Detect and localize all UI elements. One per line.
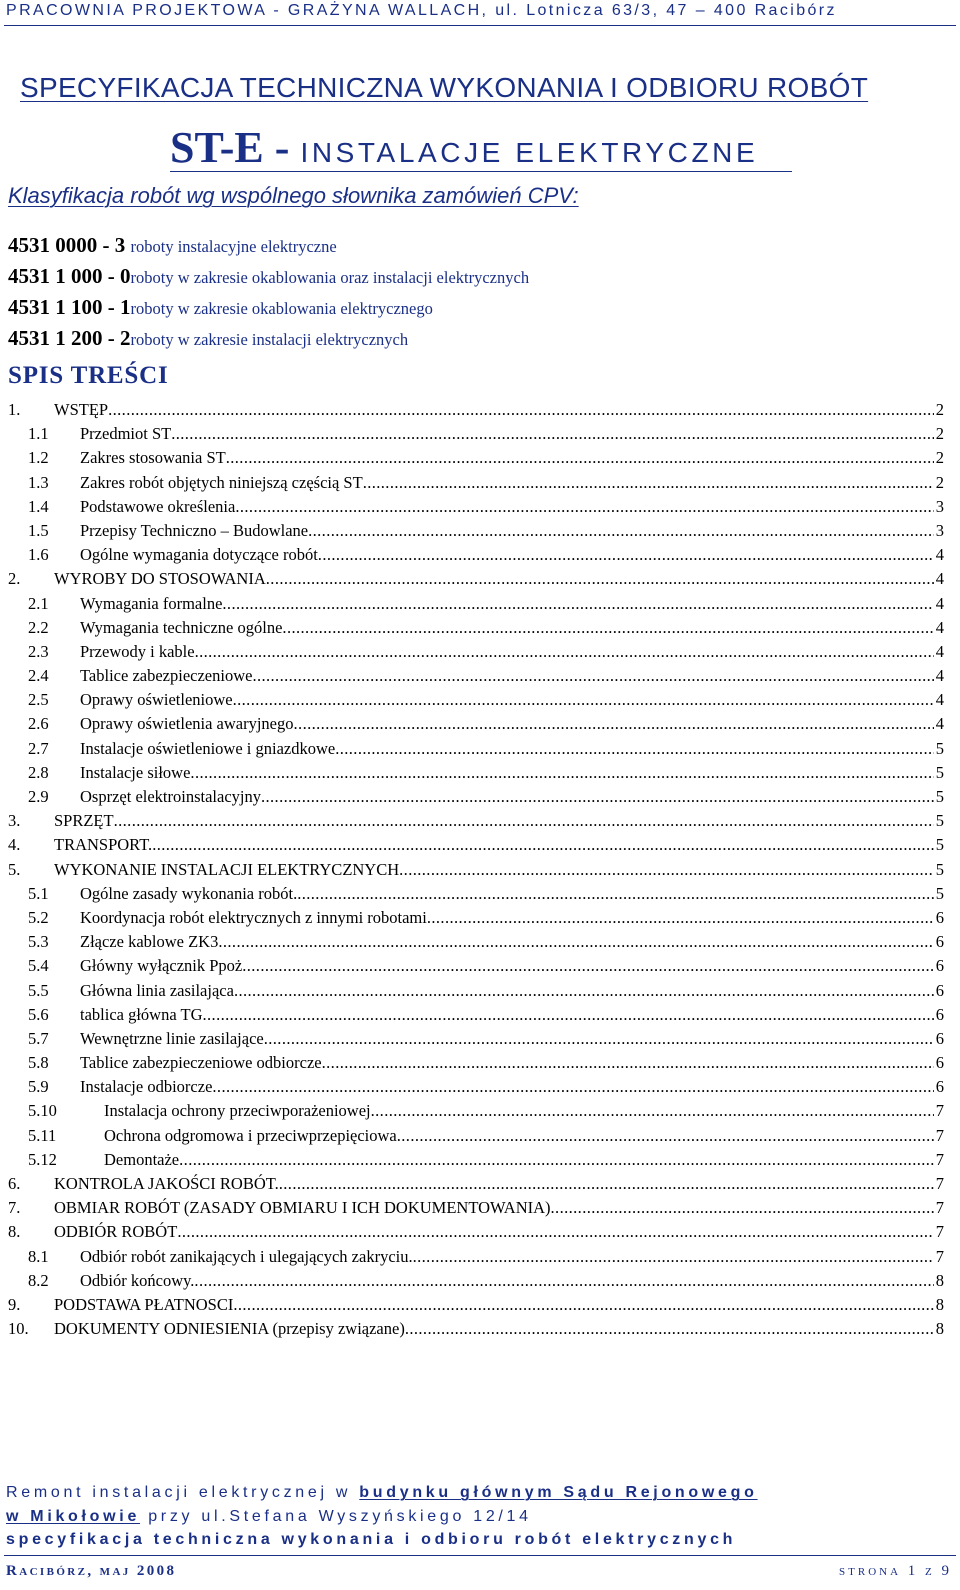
toc-entry-number: 5.6 bbox=[28, 1004, 49, 1024]
toc-entry-page: 2 bbox=[935, 400, 944, 419]
toc-dot-leader bbox=[114, 809, 934, 833]
toc-entry-label: Instalacje siłowe bbox=[80, 762, 191, 782]
toc-entry-number: 1.1 bbox=[28, 424, 49, 444]
toc-entry[interactable] bbox=[8, 1245, 944, 1269]
toc-entry-line bbox=[80, 640, 944, 664]
toc-entry-number: 8.1 bbox=[28, 1246, 49, 1266]
toc-entry-label: Ogólne wymagania dotyczące robót bbox=[80, 545, 318, 565]
toc-entry-line bbox=[80, 519, 944, 543]
toc-entry-number: 3. bbox=[8, 811, 21, 831]
toc-entry-number: 5. bbox=[8, 859, 21, 879]
toc-entry-line bbox=[80, 664, 944, 688]
toc-entry-label: ODBIÓR ROBÓT bbox=[54, 1222, 178, 1242]
toc-entry-line bbox=[80, 906, 944, 930]
toc-entry-label: WYKONANIE INSTALACJI ELEKTRYCZNYCH bbox=[54, 859, 400, 879]
toc-entry[interactable] bbox=[8, 1293, 944, 1317]
toc-dot-leader bbox=[222, 592, 933, 616]
header-divider bbox=[4, 25, 956, 26]
toc-entry-page: 3 bbox=[935, 520, 944, 540]
toc-dot-leader bbox=[171, 422, 934, 446]
toc-entry-label: Instalacja ochrony przeciwporażeniowej bbox=[104, 1101, 371, 1121]
toc-dot-leader bbox=[242, 954, 934, 978]
toc-entry-label: Demontaże bbox=[104, 1149, 180, 1169]
toc-entry[interactable] bbox=[8, 1269, 944, 1293]
toc-entry-number: 1.4 bbox=[28, 496, 49, 516]
toc-entry[interactable] bbox=[8, 882, 944, 906]
toc-entry-line bbox=[80, 712, 944, 736]
toc-entry-number: 5.9 bbox=[28, 1077, 49, 1097]
toc-entry-line bbox=[80, 737, 944, 761]
toc-entry-label: DOKUMENTY ODNIESIENIA (przepisy związane) bbox=[54, 1319, 405, 1339]
toc-entry-number: 5.10 bbox=[28, 1101, 57, 1121]
toc-entry-number: 2.9 bbox=[28, 787, 49, 806]
toc-dot-leader bbox=[179, 1148, 934, 1172]
toc-entry-number: 5.8 bbox=[28, 1053, 49, 1073]
toc-dot-leader bbox=[282, 616, 933, 640]
toc-entry-line bbox=[54, 1293, 944, 1317]
toc-entry-page: 6 bbox=[935, 1053, 944, 1073]
toc-entry-line bbox=[80, 543, 944, 567]
toc-entry-label: KONTROLA JAKOŚCI ROBÓT. bbox=[54, 1174, 279, 1193]
toc-entry-label: TRANSPORT. bbox=[54, 835, 153, 855]
toc-entry-label: Przepisy Techniczno – Budowlane bbox=[80, 520, 309, 540]
toc-entry-page: 7 bbox=[935, 1101, 944, 1121]
toc-dot-leader bbox=[252, 664, 933, 688]
toc-entry-page: 5 bbox=[935, 835, 944, 855]
toc-entry-line bbox=[80, 954, 944, 978]
toc-entry-number: 5.1 bbox=[28, 883, 49, 903]
toc-entry-page: 7 bbox=[935, 1125, 944, 1145]
cpv-heading: Klasyfikacja robót wg wspólnego słownika zamówień CPV: bbox=[8, 183, 579, 208]
toc-entry-number: 7. bbox=[8, 1198, 21, 1218]
toc-dot-leader bbox=[190, 761, 933, 785]
toc-entry[interactable] bbox=[8, 712, 944, 736]
toc-entry-line bbox=[54, 1196, 944, 1220]
toc-entry-line bbox=[104, 1099, 944, 1123]
toc-entry-page: 5 bbox=[935, 883, 944, 903]
toc-entry-line bbox=[80, 495, 944, 519]
toc-entry[interactable] bbox=[8, 471, 944, 495]
toc-entry-page: 4 bbox=[935, 641, 944, 661]
toc-entry-label: Osprzęt elektroinstalacyjny bbox=[80, 787, 261, 806]
toc-entry-page: 6 bbox=[935, 956, 944, 976]
toc-entry-number: 9. bbox=[8, 1294, 21, 1314]
toc-entry-line bbox=[80, 1269, 944, 1293]
toc-dot-leader bbox=[318, 543, 934, 567]
toc-entry-number: 2.2 bbox=[28, 617, 49, 637]
toc-entry-label: PODSTAWA PŁATNOSCI bbox=[54, 1294, 234, 1314]
footer-line-2 bbox=[6, 1508, 954, 1526]
toc-dot-leader bbox=[235, 495, 933, 519]
toc-entry-number: 5.7 bbox=[28, 1028, 49, 1048]
cpv-code: 4531 1 000 - 0 bbox=[8, 264, 131, 288]
toc-entry-label: Wymagania techniczne ogólne bbox=[80, 617, 283, 637]
toc-entry[interactable] bbox=[8, 664, 944, 688]
toc-entry-page: 2 bbox=[935, 424, 944, 444]
toc-entry[interactable] bbox=[8, 543, 944, 567]
toc-entry-line bbox=[54, 1317, 944, 1341]
toc-entry-line bbox=[80, 761, 944, 785]
toc-entry-line bbox=[80, 471, 944, 495]
toc-entry[interactable] bbox=[8, 1075, 944, 1099]
cpv-list bbox=[8, 230, 938, 354]
section-title bbox=[170, 122, 758, 173]
cpv-description: roboty w zakresie instalacji elektrycznych bbox=[130, 330, 409, 349]
toc-entry-page: 6 bbox=[935, 1077, 944, 1097]
toc-entry-line bbox=[80, 1051, 944, 1075]
toc-entry-page: 6 bbox=[935, 980, 944, 1000]
toc-entry-line bbox=[80, 446, 944, 470]
toc-entry-number: 5.2 bbox=[28, 907, 49, 927]
toc-entry-page: 2 bbox=[935, 448, 944, 468]
toc-entry[interactable] bbox=[8, 1196, 944, 1220]
toc-entry-label: Główna linia zasilająca bbox=[80, 980, 234, 1000]
toc-entry-line bbox=[80, 1075, 944, 1099]
toc-entry-page: 5 bbox=[935, 762, 944, 782]
toc-entry-number: 1.2 bbox=[28, 448, 49, 468]
toc-entry-line bbox=[54, 567, 944, 591]
toc-entry-page: 3 bbox=[935, 496, 944, 516]
toc-entry[interactable] bbox=[8, 833, 944, 857]
toc-entry-label: Instalacje odbiorcze bbox=[80, 1077, 213, 1097]
toc-dot-leader bbox=[266, 567, 934, 591]
toc-entry-label: Wymagania formalne bbox=[80, 593, 223, 613]
toc-dot-leader bbox=[308, 519, 934, 543]
toc-entry[interactable] bbox=[8, 616, 944, 640]
toc-entry-label: Tablice zabezpieczeniowe bbox=[80, 666, 253, 686]
toc-entry-line bbox=[80, 785, 944, 809]
toc-entry[interactable] bbox=[8, 688, 944, 712]
toc-dot-leader bbox=[371, 1099, 934, 1123]
toc-entry-line bbox=[54, 398, 944, 422]
footer-divider bbox=[4, 1555, 956, 1556]
toc-entry[interactable] bbox=[8, 979, 944, 1003]
toc-entry-number: 2.7 bbox=[28, 738, 49, 758]
toc-dot-leader bbox=[335, 737, 934, 761]
toc-entry-label: Instalacje oświetleniowe i gniazdkowe bbox=[80, 738, 336, 758]
toc-entry-line bbox=[80, 930, 944, 954]
toc-entry-number: 5.12 bbox=[28, 1149, 57, 1169]
toc-entry-label: Odbiór robót zanikających i ulegających zakryciu. bbox=[80, 1246, 413, 1266]
cpv-item bbox=[8, 261, 938, 292]
toc-entry-page: 4 bbox=[935, 545, 944, 565]
toc-entry-number: 1.6 bbox=[28, 545, 49, 565]
toc-entry-line bbox=[104, 1124, 944, 1148]
toc-entry-page: 8 bbox=[935, 1270, 944, 1290]
toc-entry-label: Odbiór końcowy. bbox=[80, 1270, 195, 1290]
toc-entry-line bbox=[80, 616, 944, 640]
toc-entry-page: 4 bbox=[935, 569, 944, 589]
toc-dot-leader bbox=[427, 906, 934, 930]
toc-entry[interactable] bbox=[8, 495, 944, 519]
toc-entry-number: 2.8 bbox=[28, 762, 49, 782]
toc-dot-leader bbox=[233, 688, 934, 712]
toc-entry[interactable] bbox=[8, 1220, 944, 1244]
toc-dot-leader bbox=[413, 1245, 934, 1269]
toc-entry-number: 1. bbox=[8, 400, 21, 419]
toc-entry-line bbox=[80, 1245, 944, 1269]
toc-dot-leader bbox=[297, 882, 934, 906]
toc-entry[interactable] bbox=[8, 930, 944, 954]
toc-entry-label: Złącze kablowe ZK3 bbox=[80, 932, 219, 952]
toc-dot-leader bbox=[203, 1003, 934, 1027]
footer-line-1 bbox=[6, 1484, 954, 1502]
toc-entry-page: 4 bbox=[935, 593, 944, 613]
toc-entry-line bbox=[54, 1220, 944, 1244]
toc-entry-line bbox=[80, 592, 944, 616]
toc-entry-label: tablica główna TG bbox=[80, 1004, 203, 1024]
toc-entry-label: Ochrona odgromowa i przeciwprzepięciowa bbox=[104, 1125, 397, 1145]
toc-entry[interactable] bbox=[8, 1172, 944, 1196]
toc-entry[interactable] bbox=[8, 422, 944, 446]
toc-entry[interactable] bbox=[8, 640, 944, 664]
toc-entry-label: Wewnętrzne linie zasilające bbox=[80, 1028, 264, 1048]
footer-page-number: strona 1 z 9 bbox=[839, 1563, 952, 1579]
cpv-description: roboty instalacyjne elektryczne bbox=[130, 237, 337, 256]
toc-entry[interactable] bbox=[8, 906, 944, 930]
toc-entry-label: Zakres stosowania ST bbox=[80, 448, 226, 468]
toc-dot-leader bbox=[405, 1317, 934, 1341]
toc-entry-number: 1.3 bbox=[28, 472, 49, 492]
toc-entry-number: 2.5 bbox=[28, 690, 49, 710]
toc-entry[interactable] bbox=[8, 592, 944, 616]
toc-entry-page: 8 bbox=[935, 1319, 944, 1339]
toc-entry-line bbox=[80, 882, 944, 906]
footer-project-text: Remont instalacji elektrycznej w bbox=[6, 1484, 360, 1501]
toc-entry-page: 4 bbox=[935, 617, 944, 637]
toc-entry-label: Podstawowe określenia bbox=[80, 496, 236, 516]
toc-entry-number: 1.5 bbox=[28, 520, 49, 540]
toc-entry[interactable] bbox=[8, 737, 944, 761]
toc-entry-number: 5.5 bbox=[28, 980, 49, 1000]
toc-entry-label: WYROBY DO STOSOWANIA bbox=[54, 569, 266, 589]
footer-location-text: w Mikołowie bbox=[6, 1508, 141, 1525]
toc-entry-page: 7 bbox=[935, 1174, 944, 1193]
specification-title: SPECYFIKACJA TECHNICZNA WYKONANIA I ODBIORU ROBÓT bbox=[20, 72, 869, 103]
toc-entry-number: 8. bbox=[8, 1222, 21, 1242]
toc-dot-leader bbox=[212, 1075, 933, 1099]
section-code: ST-E - bbox=[170, 123, 301, 172]
cpv-item bbox=[8, 292, 938, 323]
toc-dot-leader bbox=[233, 1293, 933, 1317]
toc-entry-number: 5.4 bbox=[28, 956, 49, 976]
toc-dot-leader bbox=[195, 640, 934, 664]
toc-dot-leader bbox=[294, 712, 934, 736]
page-header: PRACOWNIA PROJEKTOWA - GRAŻYNA WALLACH, ul. Lotnicza 63/3, 47 – 400 Racibórz bbox=[6, 2, 837, 19]
cpv-code: 4531 1 100 - 1 bbox=[8, 295, 131, 319]
toc-entry-page: 4 bbox=[935, 666, 944, 686]
toc-entry-line bbox=[54, 1172, 944, 1196]
toc-entry-line bbox=[80, 422, 944, 446]
toc-entry[interactable] bbox=[8, 809, 944, 833]
toc-entry-number: 2. bbox=[8, 569, 21, 589]
toc-entry-line bbox=[80, 1027, 944, 1051]
toc-dot-leader bbox=[234, 979, 934, 1003]
toc-dot-leader bbox=[279, 1172, 934, 1196]
toc-entry-number: 2.1 bbox=[28, 593, 49, 613]
footer-city-date: Racibórz, maj 2008 bbox=[6, 1563, 177, 1579]
toc-entry-page: 5 bbox=[935, 811, 944, 831]
toc-entry-page: 4 bbox=[935, 714, 944, 734]
toc-heading: SPIS TREŚCI bbox=[8, 362, 169, 389]
toc-entry[interactable] bbox=[8, 1003, 944, 1027]
toc-entry-page: 6 bbox=[935, 932, 944, 952]
toc-entry-page: 5 bbox=[935, 787, 944, 806]
toc-entry[interactable] bbox=[8, 761, 944, 785]
toc-entry-number: 10. bbox=[8, 1319, 29, 1339]
toc-entry-label: Przewody i kable bbox=[80, 641, 195, 661]
toc-entry-page: 6 bbox=[935, 1004, 944, 1024]
toc-entry-line bbox=[54, 833, 944, 857]
table-of-contents bbox=[8, 398, 944, 1341]
toc-entry-label: Ogólne zasady wykonania robót. bbox=[80, 883, 298, 903]
toc-entry[interactable] bbox=[8, 567, 944, 591]
toc-entry-page: 4 bbox=[935, 690, 944, 710]
toc-entry-page: 7 bbox=[935, 1246, 944, 1266]
toc-dot-leader bbox=[152, 833, 934, 857]
toc-entry-label: WSTĘP bbox=[54, 400, 109, 419]
toc-dot-leader bbox=[264, 1027, 934, 1051]
toc-entry-page: 7 bbox=[935, 1149, 944, 1169]
toc-entry-number: 4. bbox=[8, 835, 21, 855]
toc-entry-page: 5 bbox=[935, 859, 944, 879]
toc-entry-page: 2 bbox=[935, 472, 944, 492]
toc-entry[interactable] bbox=[8, 1124, 944, 1148]
toc-dot-leader bbox=[177, 1220, 933, 1244]
toc-entry[interactable] bbox=[8, 785, 944, 809]
toc-entry-line bbox=[80, 688, 944, 712]
toc-entry[interactable] bbox=[8, 1099, 944, 1123]
toc-entry-label: Oprawy oświetlenia awaryjnego bbox=[80, 714, 294, 734]
toc-entry-number: 2.4 bbox=[28, 666, 49, 686]
toc-entry[interactable] bbox=[8, 1148, 944, 1172]
toc-entry-label: Główny wyłącznik Ppoż bbox=[80, 956, 243, 976]
toc-entry[interactable] bbox=[8, 446, 944, 470]
cpv-code: 4531 1 200 - 2 bbox=[8, 326, 131, 350]
toc-entry-number: 6. bbox=[8, 1174, 21, 1193]
toc-entry[interactable] bbox=[8, 954, 944, 978]
toc-dot-leader bbox=[322, 1051, 934, 1075]
toc-entry-page: 5 bbox=[935, 738, 944, 758]
toc-dot-leader bbox=[397, 1124, 934, 1148]
toc-entry-number: 8.2 bbox=[28, 1270, 49, 1290]
toc-entry-label: Oprawy oświetleniowe bbox=[80, 690, 233, 710]
toc-entry-page: 7 bbox=[935, 1222, 944, 1242]
cpv-description: roboty w zakresie okablowania oraz instalacji elektrycznych bbox=[130, 268, 530, 287]
cpv-description: roboty w zakresie okablowania elektrycznego bbox=[130, 299, 433, 318]
cpv-item bbox=[8, 323, 938, 354]
toc-entry[interactable] bbox=[8, 1317, 944, 1341]
toc-entry-number: 2.3 bbox=[28, 641, 49, 661]
section-name: INSTALACJE ELEKTRYCZNE bbox=[300, 137, 759, 168]
toc-entry-line bbox=[104, 1148, 944, 1172]
toc-entry-line bbox=[54, 809, 944, 833]
toc-dot-leader bbox=[363, 471, 934, 495]
toc-entry-line bbox=[80, 1003, 944, 1027]
toc-entry-page: 7 bbox=[935, 1198, 944, 1218]
toc-entry[interactable] bbox=[8, 858, 944, 882]
toc-entry-line bbox=[54, 858, 944, 882]
toc-entry-number: 2.6 bbox=[28, 714, 49, 734]
toc-entry[interactable] bbox=[8, 519, 944, 543]
toc-dot-leader bbox=[399, 858, 934, 882]
toc-entry-label: Przedmiot ST bbox=[80, 424, 172, 444]
toc-entry[interactable] bbox=[8, 398, 944, 422]
toc-entry[interactable] bbox=[8, 1051, 944, 1075]
toc-entry-label: OBMIAR ROBÓT (ZASADY OBMIARU I ICH DOKUMENTOWANIA) bbox=[54, 1198, 551, 1218]
toc-dot-leader bbox=[218, 930, 933, 954]
toc-entry-page: 6 bbox=[935, 907, 944, 927]
toc-entry-label: Tablice zabezpieczeniowe odbiorcze bbox=[80, 1053, 322, 1073]
toc-dot-leader bbox=[261, 785, 934, 809]
footer-building-text: budynku głównym Sądu Rejonowego bbox=[359, 1484, 758, 1501]
cpv-code: 4531 0000 - 3 bbox=[8, 233, 131, 257]
toc-entry-label: SPRZĘT bbox=[54, 811, 114, 831]
toc-dot-leader bbox=[551, 1196, 934, 1220]
toc-entry[interactable] bbox=[8, 1027, 944, 1051]
toc-dot-leader bbox=[194, 1269, 933, 1293]
cpv-item bbox=[8, 230, 938, 261]
toc-entry-number: 5.11 bbox=[28, 1125, 57, 1145]
toc-entry-page: 8 bbox=[935, 1294, 944, 1314]
toc-dot-leader bbox=[108, 398, 934, 422]
footer-line-3: specyfikacja techniczna wykonania i odbioru robót elektrycznych bbox=[6, 1531, 737, 1548]
toc-entry-label: Koordynacja robót elektrycznych z innymi robotami bbox=[80, 907, 427, 927]
toc-entry-label: Zakres robót objętych niniejszą częścią ST bbox=[80, 472, 363, 492]
toc-entry-page: 6 bbox=[935, 1028, 944, 1048]
toc-entry-line bbox=[80, 979, 944, 1003]
section-title-divider bbox=[170, 171, 792, 172]
toc-dot-leader bbox=[226, 446, 934, 470]
footer-address-text: przy ul.Stefana Wyszyńskiego 12/14 bbox=[140, 1508, 532, 1525]
toc-entry-number: 5.3 bbox=[28, 932, 49, 952]
